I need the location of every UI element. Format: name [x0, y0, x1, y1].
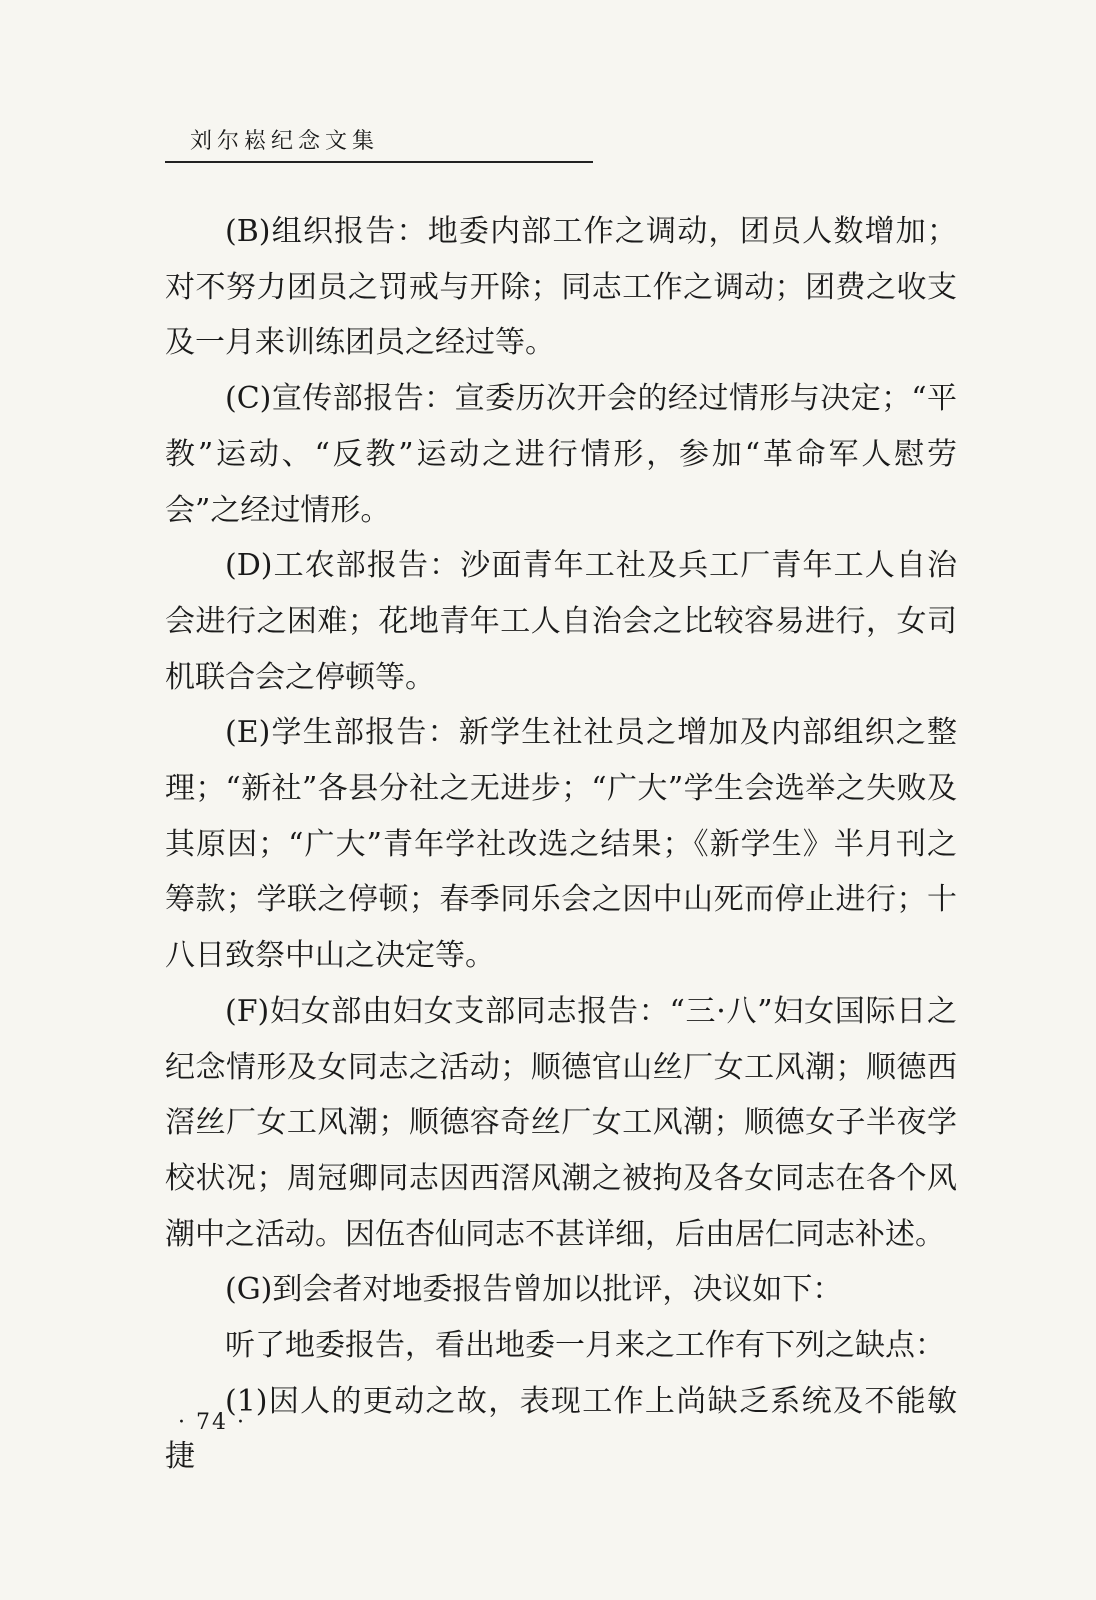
paragraph-shortcomings-intro: 听了地委报告，看出地委一月来之工作有下列之缺点： — [225, 1328, 945, 1364]
page-number: · 74 · — [178, 1410, 246, 1435]
paragraph-e-student-report: (E)学生部报告：新学生社社员之增加及内部组织之整理；“新社”各县分社之无进步；“广大”学生会选举之失败及其原因；“广大”青年学社改选之结果；《新学生》半月刊之筹款；学联之停顿；春季同乐会之因中山死而停止进行；十八日致祭中山之决定等。 — [165, 715, 957, 974]
paragraph-shortcoming-1: (1)因人的更动之故，表现工作上尚缺乏系统及不能敏捷 — [165, 1383, 957, 1475]
body-text — [165, 204, 957, 1485]
header-rule — [165, 161, 593, 163]
running-head: 刘尔崧纪念文集 — [190, 129, 380, 154]
paragraph-f-women-report: (F)妇女部由妇女支部同志报告：“三·八”妇女国际日之纪念情形及女同志之活动；顺德官山丝厂女工风潮；顺德西滘丝厂女工风潮；顺德容奇丝厂女工风潮；顺德女子半夜学校状况；周冠卿同志因西滘风潮之被拘及各女同志在各个风潮中之活动。因伍杏仙同志不甚详细，后由居仁同志补述。 — [165, 993, 957, 1252]
paragraph-g-criticism: (G)到会者对地委报告曾加以批评，决议如下： — [225, 1272, 843, 1308]
paragraph-d-worker-peasant-report: (D)工农部报告：沙面青年工社及兵工厂青年工人自治会进行之困难；花地青年工人自治会之比较容易进行，女司机联合会之停顿等。 — [165, 548, 957, 695]
paragraph-b-organization-report: (B)组织报告：地委内部工作之调动，团员人数增加；对不努力团员之罚戒与开除；同志工作之调动；团费之收支及一月来训练团员之经过等。 — [165, 214, 957, 361]
paragraph-c-propaganda-report: (C)宣传部报告：宣委历次开会的经过情形与决定；“平教”运动、“反教”运动之进行情形，参加“革命军人慰劳会”之经过情形。 — [165, 381, 957, 528]
